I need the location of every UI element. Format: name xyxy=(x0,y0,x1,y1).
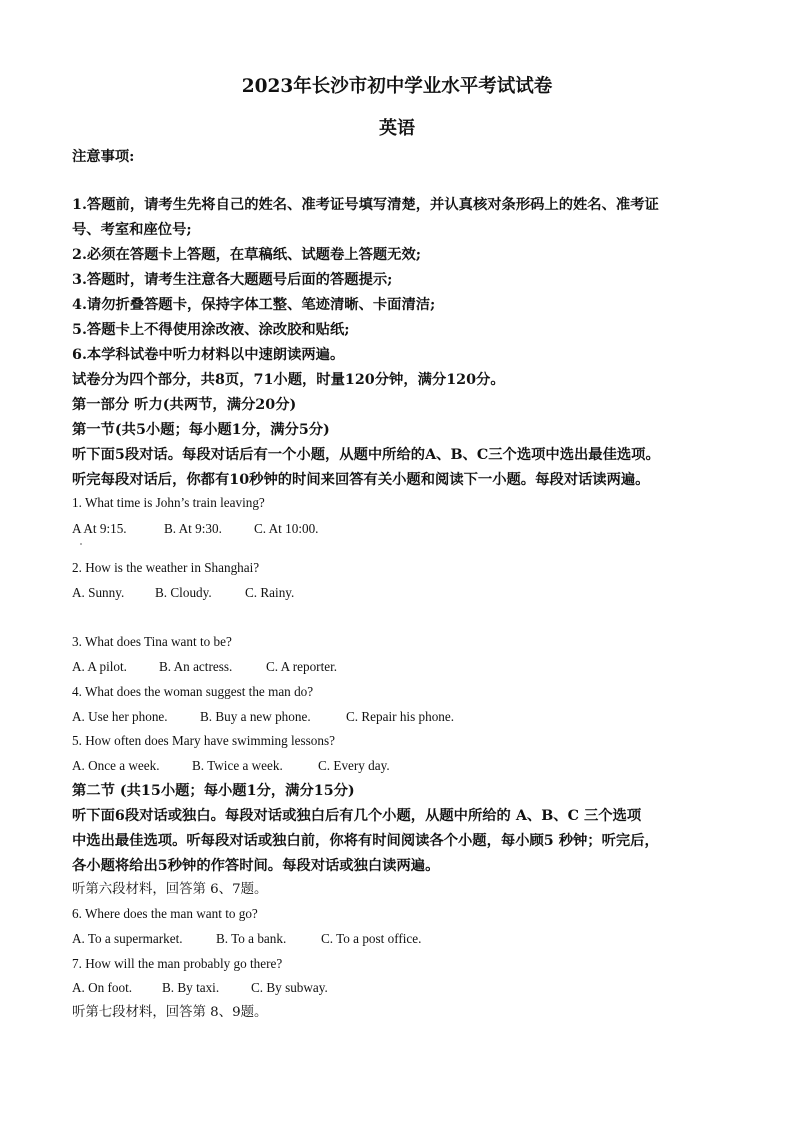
notice-item: 4.请勿折叠答题卡，保持字体工整、笔迹清晰、卡面清洁; xyxy=(72,297,436,313)
notice-item: 6.本学科试卷中听力材料以中速朗读两遍。 xyxy=(72,347,345,363)
option-c: C. Rainy. xyxy=(245,585,295,600)
option-b: B. Buy a new phone. xyxy=(200,709,311,724)
question-4: 4. What does the woman suggest the man do? xyxy=(72,684,314,699)
question-2-options xyxy=(72,584,294,602)
section2-heading: 第二节 (共15小题；每小题1分，满分15分) xyxy=(72,783,355,799)
notice-item: 5.答题卡上不得使用涂改液、涂改胶和贴纸; xyxy=(72,322,350,338)
notice-item: 3.答题时，请考生注意各大题题号后面的答题提示; xyxy=(72,272,393,288)
option-b: B. To a bank. xyxy=(216,931,287,946)
question-4-options xyxy=(72,708,454,726)
option-c: C. Every day. xyxy=(318,758,390,773)
notice-item: 1.答题前，请考生先将自己的姓名、准考证号填写清楚，并认真核对条形码上的姓名、准考证 xyxy=(72,197,659,213)
section2-instruction: 各小题将给出5秒钟的作答时间。每段对话或独白读两遍。 xyxy=(72,858,440,874)
question-6-options xyxy=(72,930,421,948)
material-7-note: 听第七段材料，回答第 8、9题。 xyxy=(72,1005,268,1020)
subject-title: 英语 xyxy=(379,118,415,139)
option-a: A. On foot. xyxy=(72,980,133,995)
question-3-options xyxy=(72,658,337,676)
question-6: 6. Where does the man want to go? xyxy=(72,906,258,921)
question-7: 7. How will the man probably go there? xyxy=(72,956,283,971)
question-1-options xyxy=(72,520,318,538)
section1-instruction: 听下面5段对话。每段对话后有一个小题，从题中所给的A、B、C三个选项中选出最佳选项。 xyxy=(72,447,660,463)
option-a: A At 9:15. xyxy=(72,521,127,536)
question-1: 1. What time is John’s train leaving? xyxy=(72,495,265,510)
part1-heading: 第一部分 听力(共两节，满分20分) xyxy=(72,397,297,413)
option-c: C. A reporter. xyxy=(266,659,338,674)
exam-title: 2023年长沙市初中学业水平考试试卷 xyxy=(241,76,553,97)
notice-item: 2.必须在答题卡上答题，在草稿纸、试题卷上答题无效; xyxy=(72,247,422,263)
section2-instruction: 听下面6段对话或独白。每段对话或独白后有几个小题，从题中所给的 A、B、C 三个选项 xyxy=(72,808,642,824)
option-b: B. By taxi. xyxy=(162,980,220,995)
option-a: A. Sunny. xyxy=(72,585,125,600)
option-a: A. A pilot. xyxy=(72,659,127,674)
section1-heading: 第一节(共5小题；每小题1分，满分5分) xyxy=(72,422,330,438)
exam-summary: 试卷分为四个部分，共8页，71小题，时量120分钟，满分120分。 xyxy=(72,372,505,388)
question-3: 3. What does Tina want to be? xyxy=(72,634,232,649)
question-5: 5. How often does Mary have swimming lessons? xyxy=(72,733,335,748)
section2-instruction: 中选出最佳选项。听每段对话或独白前，你将有时间阅读各个小题，每小顾5 秒钟；听完后， xyxy=(72,833,659,849)
stray-mark xyxy=(80,543,82,545)
option-c: C. Repair his phone. xyxy=(346,709,455,724)
question-5-options xyxy=(72,757,390,775)
material-6-note: 听第六段材料，回答第 6、7题。 xyxy=(72,882,268,897)
question-7-options xyxy=(72,979,328,997)
option-b: B. At 9:30. xyxy=(164,521,222,536)
option-c: C. By subway. xyxy=(251,980,328,995)
option-a: A. Once a week. xyxy=(72,758,160,773)
option-b: B. Twice a week. xyxy=(192,758,283,773)
notice-item: 号、考室和座位号; xyxy=(72,222,192,238)
option-a: A. Use her phone. xyxy=(72,709,168,724)
option-c: C. At 10:00. xyxy=(254,521,319,536)
option-b: B. Cloudy. xyxy=(155,585,212,600)
option-b: B. An actress. xyxy=(159,659,233,674)
option-a: A. To a supermarket. xyxy=(72,931,183,946)
section1-instruction: 听完每段对话后，你都有10秒钟的时间来回答有关小题和阅读下一小题。每段对话读两遍。 xyxy=(72,472,650,488)
option-c: C. To a post office. xyxy=(321,931,422,946)
notice-heading: 注意事项: xyxy=(72,149,135,165)
question-2: 2. How is the weather in Shanghai? xyxy=(72,560,260,575)
